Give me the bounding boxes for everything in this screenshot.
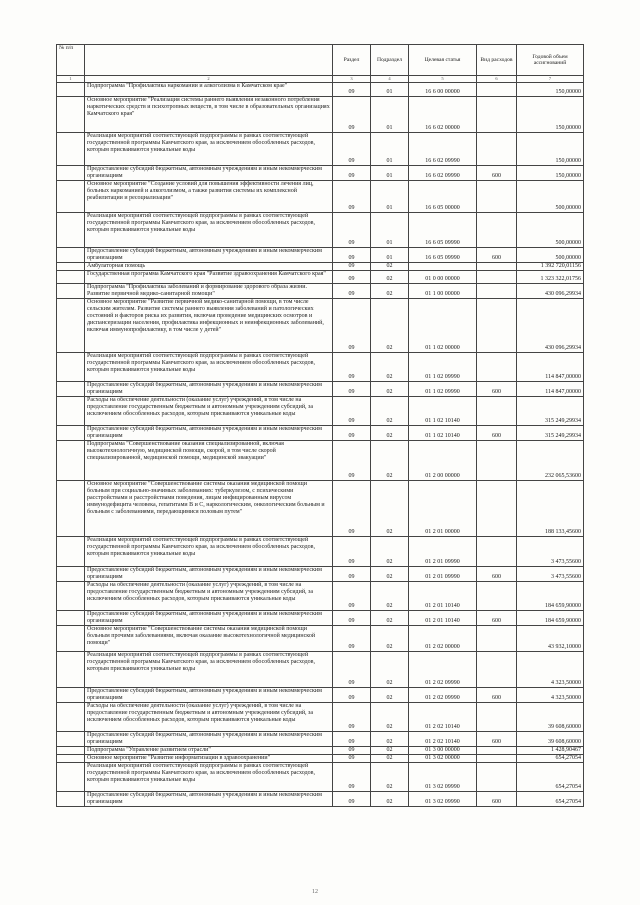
row-target-article: 01 1 02 10140	[409, 397, 477, 426]
row-number-cell	[57, 284, 85, 299]
row-subsection: 02	[371, 397, 409, 426]
row-target-article: 01 2 02 00000	[409, 626, 477, 652]
row-amount: 3 473,55600	[517, 537, 584, 567]
row-section: 09	[333, 97, 371, 133]
row-section: 09	[333, 181, 371, 213]
row-section: 09	[333, 133, 371, 166]
row-expense-type	[477, 747, 517, 755]
row-expense-type	[477, 83, 517, 97]
row-target-article: 01 1 00 00000	[409, 284, 477, 299]
row-subsection: 02	[371, 626, 409, 652]
row-expense-type	[477, 763, 517, 792]
row-amount: 430 096,29934	[517, 299, 584, 353]
row-section: 09	[333, 271, 371, 284]
row-amount: 188 133,45600	[517, 481, 584, 537]
row-subsection: 02	[371, 703, 409, 732]
row-target-article: 16 6 05 09990	[409, 248, 477, 263]
row-name: Основное мероприятие "Развитие информатизации в здравоохранении"	[85, 755, 333, 763]
row-expense-type	[477, 133, 517, 166]
row-amount: 430 096,29934	[517, 284, 584, 299]
row-amount: 39 608,60000	[517, 732, 584, 747]
row-subsection: 02	[371, 263, 409, 271]
row-number-cell	[57, 213, 85, 248]
row-number-cell	[57, 626, 85, 652]
row-section: 09	[333, 755, 371, 763]
row-section: 09	[333, 166, 371, 181]
column-number: 3	[333, 76, 371, 83]
row-expense-type	[477, 213, 517, 248]
row-subsection: 02	[371, 284, 409, 299]
header-subsection: Подраздел	[371, 45, 409, 76]
row-amount: 39 608,60000	[517, 703, 584, 732]
row-number-cell	[57, 299, 85, 353]
row-target-article: 01 1 02 10140	[409, 426, 477, 441]
row-section: 09	[333, 688, 371, 703]
row-name: Расходы на обеспечение деятельности (оказание услуг) учреждений, в том числе на предоставление государственным бюджетным и автономным учреждениям субсидий, за исключением обособленных расходов, которым присваиваются уникальные коды	[85, 582, 333, 611]
row-number-cell	[57, 747, 85, 755]
row-name: Государственная программа Камчатского края "Развитие здравоохранения Камчатского края"	[85, 271, 333, 284]
row-subsection: 02	[371, 481, 409, 537]
row-target-article: 01 2 01 10140	[409, 611, 477, 626]
row-name: Основное мероприятие "Совершенствование системы оказания медицинской помощи больным прочими заболеваниями, включая оказание высокотехнологичной медицинской помощи"	[85, 626, 333, 652]
row-section: 09	[333, 652, 371, 688]
row-subsection: 02	[371, 271, 409, 284]
row-amount: 654,27054	[517, 763, 584, 792]
row-amount: 315 249,29934	[517, 426, 584, 441]
row-target-article: 01 2 02 10140	[409, 703, 477, 732]
row-number-cell	[57, 263, 85, 271]
row-number-cell	[57, 271, 85, 284]
header-num: № п/п	[57, 45, 85, 76]
header-target: Целевая статья	[409, 45, 477, 76]
row-section: 09	[333, 626, 371, 652]
page-number: 12	[312, 889, 318, 895]
row-amount: 4 323,50000	[517, 688, 584, 703]
row-name: Предоставление субсидий бюджетным, автономным учреждениям и иным некоммерческим организациям	[85, 166, 333, 181]
row-subsection: 02	[371, 755, 409, 763]
table-row	[57, 83, 584, 97]
row-subsection: 02	[371, 582, 409, 611]
table-row	[57, 382, 584, 397]
table-row	[57, 652, 584, 688]
row-target-article: 01 3 02 09990	[409, 792, 477, 807]
row-expense-type: 600	[477, 611, 517, 626]
row-subsection: 02	[371, 611, 409, 626]
row-subsection: 02	[371, 732, 409, 747]
row-target-article: 16 6 00 00000	[409, 83, 477, 97]
row-section: 09	[333, 582, 371, 611]
row-expense-type	[477, 537, 517, 567]
row-section: 09	[333, 611, 371, 626]
row-subsection: 02	[371, 299, 409, 353]
table-row	[57, 397, 584, 426]
row-section: 09	[333, 763, 371, 792]
row-amount: 654,27054	[517, 792, 584, 807]
row-section: 09	[333, 248, 371, 263]
row-number-cell	[57, 181, 85, 213]
header-section: Раздел	[333, 45, 371, 76]
table-row	[57, 263, 584, 271]
row-expense-type: 600	[477, 792, 517, 807]
row-expense-type: 600	[477, 567, 517, 582]
row-name: Предоставление субсидий бюджетным, автономным учреждениям и иным некоммерческим организациям	[85, 426, 333, 441]
row-expense-type	[477, 181, 517, 213]
row-expense-type	[477, 263, 517, 271]
table-row	[57, 626, 584, 652]
row-expense-type	[477, 97, 517, 133]
row-number-cell	[57, 481, 85, 537]
row-target-article: 01 2 01 09990	[409, 567, 477, 582]
row-section: 09	[333, 284, 371, 299]
table-row	[57, 732, 584, 747]
row-expense-type	[477, 441, 517, 481]
table-row	[57, 213, 584, 248]
row-expense-type: 600	[477, 382, 517, 397]
row-subsection: 02	[371, 537, 409, 567]
row-subsection: 02	[371, 688, 409, 703]
row-subsection: 01	[371, 97, 409, 133]
row-amount: 1 392 720,01156	[517, 263, 584, 271]
row-number-cell	[57, 688, 85, 703]
table-row	[57, 567, 584, 582]
row-subsection: 01	[371, 248, 409, 263]
table-row	[57, 537, 584, 567]
row-name: Предоставление субсидий бюджетным, автономным учреждениям и иным некоммерческим организациям	[85, 611, 333, 626]
budget-table	[56, 44, 584, 807]
row-name: Реализация мероприятий соответствующей подпрограммы в рамках соответствующей государственной программы Камчатского края, за исключением обособленных расходов, которым присваиваются уникальные коды	[85, 213, 333, 248]
row-amount: 150,00000	[517, 83, 584, 97]
row-target-article: 16 6 05 00000	[409, 181, 477, 213]
row-expense-type	[477, 582, 517, 611]
table-row	[57, 271, 584, 284]
row-name: Расходы на обеспечение деятельности (оказание услуг) учреждений, в том числе на предоставление государственным бюджетным и автономным учреждениям субсидий, за исключением обособленных расходов, которым присваиваются уникальные коды	[85, 703, 333, 732]
row-number-cell	[57, 763, 85, 792]
row-section: 09	[333, 83, 371, 97]
row-name: Предоставление субсидий бюджетным, автономным учреждениям и иным некоммерческим организациям	[85, 567, 333, 582]
row-name: Реализация мероприятий соответствующей подпрограммы в рамках соответствующей государственной программы Камчатского края, за исключением обособленных расходов, которым присваиваются уникальные коды	[85, 652, 333, 688]
row-target-article: 01 3 02 09990	[409, 763, 477, 792]
row-amount: 500,00000	[517, 248, 584, 263]
table-row	[57, 284, 584, 299]
row-section: 09	[333, 441, 371, 481]
row-section: 09	[333, 747, 371, 755]
table-row	[57, 792, 584, 807]
row-target-article: 01 2 02 09990	[409, 652, 477, 688]
row-amount: 500,00000	[517, 213, 584, 248]
table-row	[57, 133, 584, 166]
row-amount: 114 847,00000	[517, 382, 584, 397]
row-target-article: 01 2 01 09990	[409, 537, 477, 567]
row-target-article: 01 0 00 00000	[409, 271, 477, 284]
row-target-article: 16 6 05 09990	[409, 213, 477, 248]
row-section: 09	[333, 299, 371, 353]
row-target-article: 01 1 02 00000	[409, 299, 477, 353]
column-number: 2	[85, 76, 333, 83]
row-expense-type: 600	[477, 688, 517, 703]
row-amount: 315 249,29934	[517, 397, 584, 426]
row-name: Реализация мероприятий соответствующей подпрограммы в рамках соответствующей государственной программы Камчатского края, за исключением обособленных расходов, которым присваиваются уникальные коды	[85, 537, 333, 567]
row-name: Подпрограмма "Профилактика заболеваний и формирование здорового образа жизни. Развитие первичной медико-санитарной помощи"	[85, 284, 333, 299]
row-expense-type: 600	[477, 166, 517, 181]
table-row	[57, 299, 584, 353]
row-name: Амбулаторная помощь	[85, 263, 333, 271]
row-amount: 4 323,50000	[517, 652, 584, 688]
row-subsection: 01	[371, 166, 409, 181]
row-subsection: 01	[371, 181, 409, 213]
row-number-cell	[57, 382, 85, 397]
row-number-cell	[57, 353, 85, 382]
row-section: 09	[333, 213, 371, 248]
header-expense-type: Вид расходов	[477, 45, 517, 76]
row-subsection: 02	[371, 567, 409, 582]
table-row	[57, 763, 584, 792]
row-target-article: 16 6 02 09990	[409, 166, 477, 181]
column-number: 5	[409, 76, 477, 83]
row-name: Подпрограмма "Профилактика наркомании и алкоголизма в Камчатском крае"	[85, 83, 333, 97]
row-number-cell	[57, 652, 85, 688]
column-number: 6	[477, 76, 517, 83]
table-row	[57, 481, 584, 537]
row-amount: 654,27054	[517, 755, 584, 763]
row-subsection: 02	[371, 792, 409, 807]
table-row	[57, 166, 584, 181]
row-amount: 150,00000	[517, 97, 584, 133]
row-subsection: 02	[371, 747, 409, 755]
row-section: 09	[333, 263, 371, 271]
row-target-article: 01 1 02 09990	[409, 353, 477, 382]
row-amount: 184 659,90000	[517, 582, 584, 611]
row-target-article	[409, 263, 477, 271]
row-number-cell	[57, 582, 85, 611]
table-row	[57, 755, 584, 763]
row-number-cell	[57, 166, 85, 181]
row-section: 09	[333, 703, 371, 732]
row-amount: 500,00000	[517, 181, 584, 213]
row-name: Подпрограмма "Управление развитием отрасли"	[85, 747, 333, 755]
column-number: 4	[371, 76, 409, 83]
row-name: Предоставление субсидий бюджетным, автономным учреждениям и иным некоммерческим организациям	[85, 732, 333, 747]
table-row	[57, 426, 584, 441]
row-subsection: 02	[371, 763, 409, 792]
table-row	[57, 611, 584, 626]
row-subsection: 02	[371, 426, 409, 441]
row-expense-type	[477, 353, 517, 382]
row-amount: 114 847,00000	[517, 353, 584, 382]
row-target-article: 16 6 02 00000	[409, 97, 477, 133]
row-subsection: 02	[371, 441, 409, 481]
row-number-cell	[57, 83, 85, 97]
row-number-cell	[57, 426, 85, 441]
row-target-article: 01 3 00 00000	[409, 747, 477, 755]
row-section: 09	[333, 732, 371, 747]
row-number-cell	[57, 397, 85, 426]
row-number-cell	[57, 441, 85, 481]
row-number-cell	[57, 567, 85, 582]
column-number: 7	[517, 76, 584, 83]
row-expense-type	[477, 481, 517, 537]
row-expense-type	[477, 703, 517, 732]
row-section: 09	[333, 792, 371, 807]
row-name: Реализация мероприятий соответствующей подпрограммы в рамках соответствующей государственной программы Камчатского края, за исключением обособленных расходов, которым присваиваются уникальные коды	[85, 353, 333, 382]
row-amount: 43 932,10000	[517, 626, 584, 652]
row-amount: 150,00000	[517, 166, 584, 181]
table-row	[57, 353, 584, 382]
row-target-article: 01 2 02 09990	[409, 688, 477, 703]
row-section: 09	[333, 426, 371, 441]
row-target-article: 01 2 01 10140	[409, 582, 477, 611]
header-name	[85, 45, 333, 76]
row-section: 09	[333, 537, 371, 567]
row-expense-type: 600	[477, 426, 517, 441]
table-row	[57, 688, 584, 703]
table-row	[57, 582, 584, 611]
row-section: 09	[333, 382, 371, 397]
row-subsection: 01	[371, 133, 409, 166]
column-number: 1	[57, 76, 85, 83]
row-name: Подпрограмма "Совершенствование оказания специализированной, включая высокотехнологичную, медицинской помощи, скорой, в том числе скорой специализированной, медицинской помощи, медицинской эвакуации"	[85, 441, 333, 481]
row-expense-type	[477, 626, 517, 652]
row-amount: 3 473,55600	[517, 567, 584, 582]
table-header	[57, 45, 584, 83]
row-name: Предоставление субсидий бюджетным, автономным учреждениям и иным некоммерческим организациям	[85, 688, 333, 703]
row-number-cell	[57, 248, 85, 263]
row-expense-type	[477, 652, 517, 688]
row-expense-type	[477, 755, 517, 763]
row-amount: 184 659,90000	[517, 611, 584, 626]
row-subsection: 01	[371, 83, 409, 97]
row-name: Основное мероприятие "Создание условий для повышения эффективности лечения лиц, больных наркоманией и алкоголизмом, а также развития системы их комплексной реабилитации и ресоциализации"	[85, 181, 333, 213]
row-number-cell	[57, 133, 85, 166]
row-section: 09	[333, 397, 371, 426]
row-section: 09	[333, 481, 371, 537]
row-number-cell	[57, 792, 85, 807]
row-target-article: 16 6 02 09990	[409, 133, 477, 166]
row-expense-type: 600	[477, 248, 517, 263]
row-amount: 150,00000	[517, 133, 584, 166]
table-row	[57, 248, 584, 263]
row-name: Реализация мероприятий соответствующей подпрограммы в рамках соответствующей государственной программы Камчатского края, за исключением обособленных расходов, которым присваиваются уникальные коды	[85, 763, 333, 792]
row-name: Основное мероприятие "Развитие первичной медико-санитарной помощи, в том числе сельским жителям. Развитие системы раннего выявления заболеваний и патологических состояний и факторов риска их развития, включая проведение медицинских осмотров и диспансеризации населения, профилактика инфекционных и неинфекционных заболеваний, включая иммунопрофилактику, в том числе у детей"	[85, 299, 333, 353]
row-name: Предоставление субсидий бюджетным, автономным учреждениям и иным некоммерческим организациям	[85, 382, 333, 397]
row-target-article: 01 1 02 09990	[409, 382, 477, 397]
table-row	[57, 703, 584, 732]
table-row	[57, 97, 584, 133]
row-target-article: 01 3 02 00000	[409, 755, 477, 763]
table-row	[57, 181, 584, 213]
row-expense-type	[477, 271, 517, 284]
row-expense-type	[477, 284, 517, 299]
header-amount: Годовой объем ассигнований	[517, 45, 584, 76]
row-number-cell	[57, 755, 85, 763]
row-section: 09	[333, 353, 371, 382]
row-expense-type	[477, 299, 517, 353]
table-row	[57, 747, 584, 755]
row-name: Расходы на обеспечение деятельности (оказание услуг) учреждений, в том числе на предоставление государственным бюджетным и автономным учреждениям субсидий, за исключением обособленных расходов, которым присваиваются уникальные коды	[85, 397, 333, 426]
row-section: 09	[333, 567, 371, 582]
row-target-article: 01 2 01 00000	[409, 481, 477, 537]
row-amount: 1 428,90467	[517, 747, 584, 755]
column-numbers-row	[57, 76, 584, 83]
row-subsection: 02	[371, 353, 409, 382]
row-subsection: 02	[371, 652, 409, 688]
row-number-cell	[57, 611, 85, 626]
row-subsection: 02	[371, 382, 409, 397]
row-expense-type	[477, 397, 517, 426]
row-number-cell	[57, 97, 85, 133]
row-target-article: 01 2 00 00000	[409, 441, 477, 481]
row-name: Предоставление субсидий бюджетным, автономным учреждениям и иным некоммерческим организациям	[85, 248, 333, 263]
row-subsection: 01	[371, 213, 409, 248]
table-row	[57, 441, 584, 481]
row-name: Реализация мероприятий соответствующей подпрограммы в рамках соответствующей государственной программы Камчатского края, за исключением обособленных расходов, которым присваиваются уникальные коды	[85, 133, 333, 166]
row-number-cell	[57, 732, 85, 747]
row-number-cell	[57, 703, 85, 732]
table-body	[57, 83, 584, 807]
row-number-cell	[57, 537, 85, 567]
row-target-article: 01 2 02 10140	[409, 732, 477, 747]
row-name: Основное мероприятие "Реализация системы раннего выявления незаконного потребления наркотических средств и психотропных веществ, в том числе в образовательных организациях Камчатского края"	[85, 97, 333, 133]
row-amount: 232 065,53600	[517, 441, 584, 481]
row-name: Предоставление субсидий бюджетным, автономным учреждениям и иным некоммерческим организациям	[85, 792, 333, 807]
row-name: Основное мероприятие "Совершенствование системы оказания медицинской помощи больным при социально-значимых заболеваниях: туберкулезом, с психическими расстройствами и расстройствами поведения, лицам инфицированным вирусом иммунодефицита человека, гепатитами В и С, наркологическим, онкологическим больным и больным с заболеваниями, передающимися половым путем"	[85, 481, 333, 537]
row-expense-type: 600	[477, 732, 517, 747]
row-amount: 1 323 322,01756	[517, 271, 584, 284]
